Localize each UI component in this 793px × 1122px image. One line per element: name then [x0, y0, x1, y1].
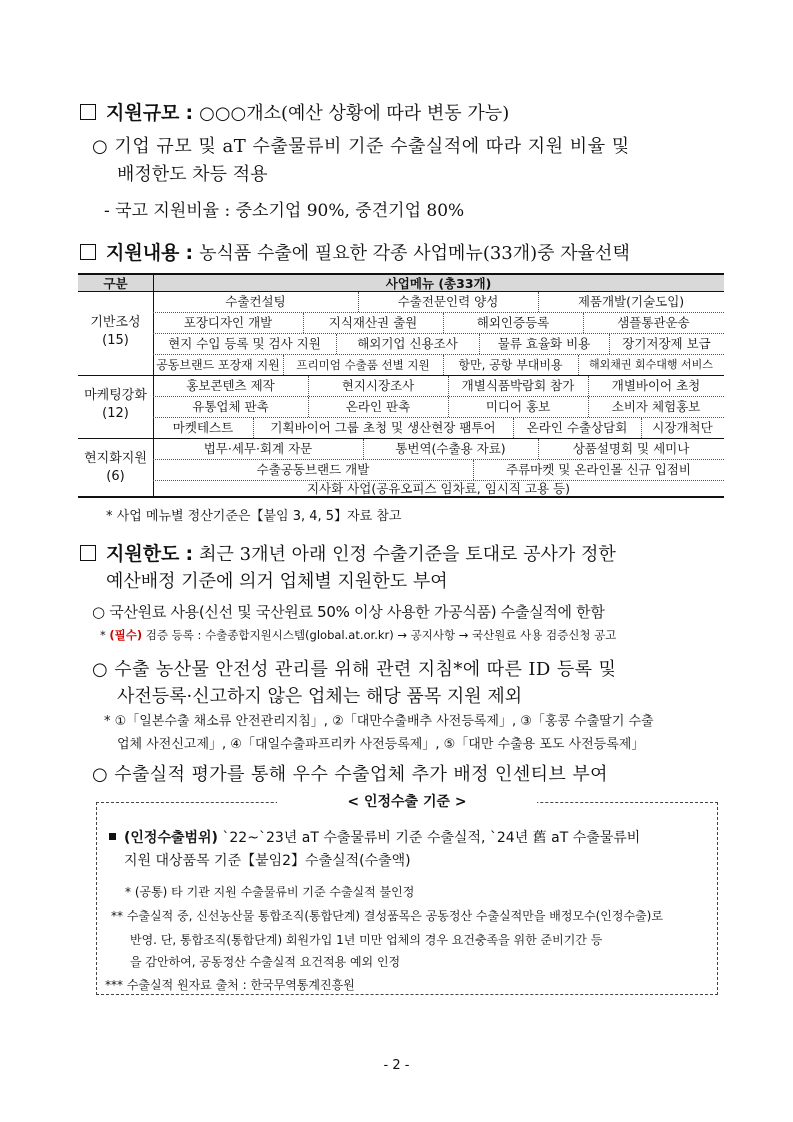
menu-cell: 샘플통관운송 [617, 315, 690, 330]
menu-cell: 온라인 수출상담회 [526, 420, 628, 435]
scale-bullet-line2: 배정한도 차등 적용 [117, 164, 268, 185]
group-count: (15) [102, 333, 129, 348]
menu-cell: 통번역(수출용 자료) [395, 441, 506, 456]
menu-cell: 공동브랜드 포장재 지원 [156, 358, 280, 372]
criteria-note-common: * (공통) 타 기관 지원 수출물류비 기준 수출실적 불인정 [125, 885, 415, 899]
menu-cell: 온라인 판촉 [345, 399, 411, 414]
group-count: (12) [102, 406, 129, 421]
menu-cell: 항만, 공항 부대비용 [458, 358, 563, 372]
limit-bullet-safety-line2: 사전등록·신고하지 않은 업체는 해당 품목 지원 제외 [117, 686, 523, 707]
menu-cell: 마켓테스트 [172, 420, 234, 435]
group-name: 현지화지원 [84, 451, 147, 466]
checkbox-square-icon [80, 104, 96, 120]
menu-cell: 제품개발(기술도입) [577, 294, 685, 309]
menu-cell: 지식재산권 출원 [328, 315, 418, 330]
menu-cell: 법무·세무·회계 자문 [203, 441, 313, 456]
menu-cell: 기획바이어 그룹 초청 및 생산현장 팸투어 [270, 420, 496, 435]
limit-safety-note-line2: 업체 사전신고제」, ④「대일수출파프리카 사전등록제」, ⑤「대만 수출용 포도 사전등록제」 [117, 737, 645, 752]
required-badge: (필수) [109, 628, 143, 642]
criteria-range-line2: 지원 대상품목 기준【붙임2】수출실적(수출액) [124, 853, 411, 869]
header-category: 구분 [103, 276, 128, 291]
criteria-note-source: *** 수출실적 원자료 출처 : 한국무역통계진흥원 [105, 978, 355, 992]
menu-cell: 물류 효율화 비용 [497, 336, 591, 351]
menu-cell: 홍보콘텐츠 제작 [186, 378, 275, 393]
menu-cell: 수출컨설팅 [225, 294, 286, 309]
scale-section-heading: 지원규모 : ○○○개소(예산 상황에 따라 변동 가능) [80, 98, 509, 125]
menu-cell: 시장개척단 [652, 420, 713, 435]
limit-bullet-domestic-note: * (필수) 검증 등록 : 수출종합지원시스템(global.at.or.kr) → 공지사항 → 국산원료 사용 검증신청 공고 [100, 628, 617, 642]
limit-section-heading: 지원한도 : 최근 3개년 아래 인정 수출기준을 토대로 공사가 정한 [80, 539, 616, 566]
business-menu-table [78, 273, 724, 498]
menu-cell: 개별식품박람회 참가 [461, 378, 575, 393]
group-name: 마케팅강화 [84, 388, 147, 403]
limit-bullet-domestic: ○ 국산원료 사용(신선 및 국산원료 50% 이상 사용한 가공식품) 수출실적에 한함 [92, 603, 605, 621]
scale-subsidy-ratio: - 국고 지원비율 : 중소기업 90%, 중견기업 80% [104, 201, 465, 221]
group-count: (6) [106, 469, 125, 484]
menu-cell: 현지 수입 등록 및 검사 지원 [168, 336, 321, 351]
limit-bullet-incentive: ○ 수출실적 평가를 통해 우수 수출업체 추가 배정 인센티브 부여 [92, 764, 608, 785]
square-bullet-icon [109, 833, 116, 840]
menu-cell: 해외인증등록 [476, 315, 550, 330]
criteria-range-line1: (인정수출범위) `22~`23년 aT 수출물류비 기준 수출실적, `24년 舊 aT 수출물류비 [109, 827, 640, 847]
menu-cell: 수출전문인력 양성 [397, 294, 499, 309]
menu-cell: 주류마켓 및 온라인몰 신규 입점비 [506, 462, 691, 477]
group-name: 기반조성 [90, 315, 141, 330]
menu-cell: 수출공동브랜드 개발 [256, 462, 370, 477]
criteria-title: < 인정수출 기준 > [277, 791, 537, 813]
scale-bullet-line1: ○ 기업 규모 및 aT 수출물류비 기준 수출실적에 따라 지원 비율 및 [92, 136, 630, 157]
table-header [78, 275, 724, 292]
criteria-note-integrated-line1: ** 수출실적 중, 신선농산물 통합조직(통합단계) 결성품목은 공동정산 수출실적만을 배정모수(인정수출)로 [111, 909, 663, 923]
menu-cell: 포장디자인 개발 [183, 315, 273, 330]
header-menu: 사업메뉴 (총33개) [385, 276, 492, 291]
menu-cell: 유통업체 판촉 [192, 399, 269, 414]
menu-cell: 개별바이어 초청 [611, 378, 701, 393]
checkbox-square-icon [80, 244, 96, 260]
content-section-heading: 지원내용 : 농식품 수출에 필요한 각종 사업메뉴(33개)중 자율선택 [80, 238, 630, 265]
menu-cell: 해외기업 신용조사 [357, 336, 458, 351]
page-number: - 2 - [383, 1058, 410, 1073]
menu-cell: 상품설명회 및 세미나 [572, 441, 690, 456]
criteria-note-integrated-line2: 반영. 단, 통합조직(통합단계) 회원가입 1년 미만 업체의 경우 요건충족을 위한 준비기간 등 [130, 933, 603, 947]
criteria-box [96, 794, 718, 995]
menu-cell: 해외채권 회수대행 서비스 [589, 358, 713, 371]
menu-table-note: * 사업 메뉴별 정산기준은【붙임 3, 4, 5】자료 참고 [106, 509, 402, 524]
menu-cell: 미디어 홍보 [485, 399, 551, 414]
limit-text-line2: 예산배정 기준에 의거 업체별 지원한도 부여 [106, 571, 448, 592]
menu-cell: 소비자 체험홍보 [611, 399, 701, 414]
criteria-note-integrated-line3: 을 감안하여, 공동정산 수출실적 요건적용 예외 인정 [130, 955, 401, 969]
checkbox-square-icon [80, 545, 96, 561]
menu-cell: 장기저장제 보급 [622, 336, 711, 351]
limit-safety-note-line1: * ①「일본수출 채소류 안전관리지침」, ②「대만수출배추 사전등록제」, ③「홍콩 수출딸기 수출 [104, 714, 654, 729]
menu-cell: 현지시장조사 [341, 378, 415, 393]
menu-cell: 프리미엄 수출품 선별 지원 [296, 358, 430, 372]
limit-bullet-safety-line1: ○ 수출 농산물 안전성 관리를 위해 관련 지침*에 따른 ID 등록 및 [92, 659, 617, 680]
menu-cell: 지사화 사업(공유오피스 임차료, 임시직 고용 등) [306, 481, 571, 496]
